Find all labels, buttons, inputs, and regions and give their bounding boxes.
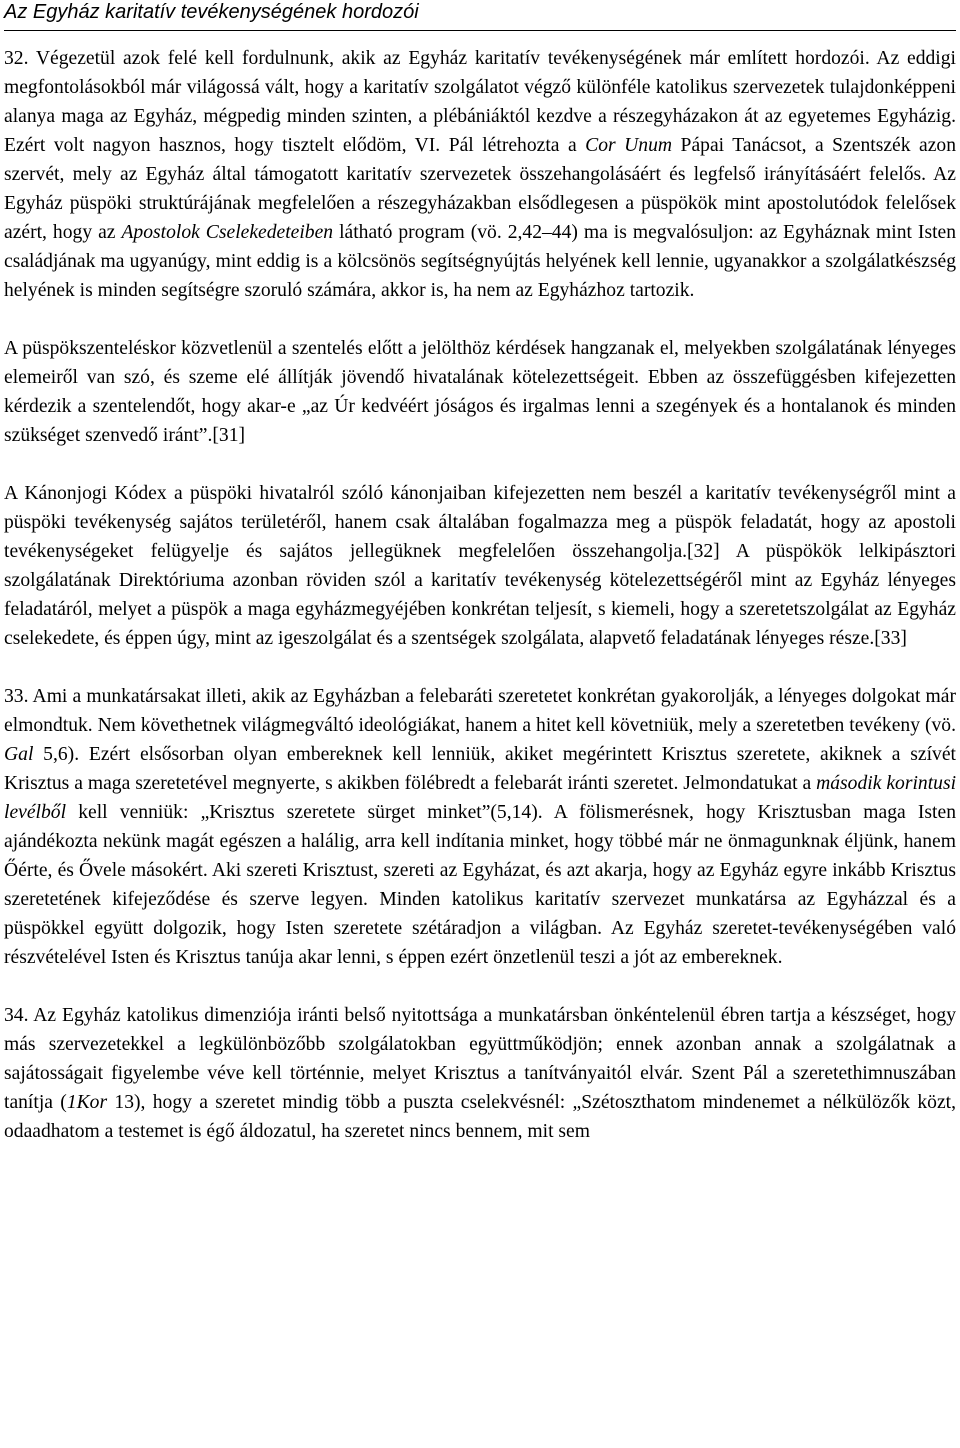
paragraph-33 <box>4 682 956 972</box>
paragraph-text: 13), hogy a szeretet mindig több a puszta cselekvésnél: „Szétoszthatom mindenemet a nélkülözők közt, odaadhatom a testemet is égő áldozatul, ha szeretet nincs bennem, mit sem <box>4 1092 957 1142</box>
paragraph-32 <box>4 44 956 305</box>
italic-text: Apostolok Cselekedeteiben <box>121 222 334 243</box>
italic-text: Gal <box>4 744 34 765</box>
paragraph-text: 34. Az Egyház katolikus dimenziója iránti belső nyitottsága a munkatársban önkéntelenül ébren tartja a készséget, hogy más szervezetekkel a legkülönbözőbb szolgálatokban együttműködjön; ennek azonban annak a szolgálatnak a sajátosságait figyelembe véve kell történnie, melyet Krisztus a tanítványaitól elvár. Szent Pál a szeretethimnuszában tanítja ( <box>4 1005 956 1113</box>
document-body <box>4 44 956 1175</box>
paragraph-text: Pápai Tanácsot, a Szentszék azon szervét, mely az Egyház által támogatott karitatív szervezetek összehangolásáért és legfelső irányításáért felelős. Az Egyház püspöki struktúrájának megfelelően a részegyházakban elsődlegesen a püspökök mint apostolutódok felelősek azért, hogy az <box>4 135 956 243</box>
paragraph-text: kell venniük: „Krisztus szeretete sürget minket”(5,14). A fölismerésnek, hogy Krisztusban maga Isten ajándékozta nekünk magát egészen a halálig, arra kell indítania minket, hogy többé már ne önmagunknak éljünk, hanem Őérte, és Ővele másokért. Aki szereti Krisztust, szereti az Egyházat, és azt akarja, hogy az Egyház egyre inkább Krisztus szeretetének kifejeződése és szerve legyen. Minden katolikus karitatív szervezet munkatársa az Egyházzal és a püspökkel együtt dolgozik, hogy Isten szeretete szétáradjon a világban. Az Egyház szeretet-tevékenységében való részvételével Isten és Krisztus tanúja akar lenni, s éppen ezért önzetlenül teszi a jót az embereknek. <box>4 802 956 968</box>
paragraph-text: 32. Végezetül azok felé kell fordulnunk, akik az Egyház karitatív tevékenységének már említett hordozói. Az eddigi megfontolásokból már világossá vált, hogy a karitatív szolgálatot végző különféle katolikus szervezetek tulajdonképpeni alanya maga az Egyház, mégpedig minden szinten, a plébániáktól kezdve a részegyházakon át az egyetemes Egyházig. Ezért volt nagyon hasznos, hogy tisztelt elődöm, VI. Pál létrehozta a <box>4 48 956 156</box>
paragraph-text: 33. Ami a munkatársakat illeti, akik az Egyházban a felebaráti szeretetet konkrétan gyakorolják, a lényeges dolgokat már elmondtuk. Nem követhetnek világmegváltó ideológiákat, hanem a hitet kell követniük, mely a szeretetben tevékeny (vö. <box>4 686 956 736</box>
page-header-title: Az Egyház karitatív tevékenységének hordozói <box>4 1 419 23</box>
paragraph-text: látható program (vö. 2,42–44) ma is megvalósuljon: az Egyháznak mint Isten családjának ma ugyanúgy, mint eddig is a kölcsönös segítségnyújtás helyének kell lennie, ugyanakkor a szolgálatkészség helyének is minden segítségre szoruló számára, akkor is, ha nem az Egyházhoz tartozik. <box>4 222 957 301</box>
italic-text: második korintusi levélből <box>4 773 957 823</box>
paragraph-text: 5,6). Ezért elsősorban olyan embereknek kell lenniük, akiket megérintett Krisztus szeretete, akiknek a szívét Krisztus a maga szeretetével megnyerte, s akikben fölébredt a felebarát iránti szeretet. Jelmondatukat a <box>4 744 956 794</box>
paragraph-canon-law: A Kánonjogi Kódex a püspöki hivatalról szóló kánonjaiban kifejezetten nem beszél a karitatív tevékenységről mint a püspöki tevékenység sajátos területéről, hanem csak általában fogalmazza meg a püspök feladatát, hogy az apostoli tevékenységeket felügyelje és sajátos jellegüknek megfelelően összehangolja.[32] A püspökök lelkipásztori szolgálatának Direktóriuma azonban röviden szól a karitatív tevékenység kötelezettségéről mint az Egyház lényeges feladatáról, melyet a püspök a maga egyházmegyéjében konkrétan teljesít, s kiemeli, hogy a szeretetszolgálat az Egyház cselekedete, és éppen úgy, mint az igeszolgálat és a szentségek szolgálata, alapvető feladatának lényeges része.[33] <box>4 483 956 649</box>
italic-text: Cor Unum <box>585 135 673 156</box>
paragraph-bishop-ordination: A püspökszenteléskor közvetlenül a szentelés előtt a jelölthöz kérdések hangzanak el, melyekben szolgálatának lényeges elemeiről van szó, és szeme elé állítják jövendő hivatalának kötelezettségeit. Ebben az összefüggésben kifejezetten kérdezik a szentelendőt, hogy akar-e „az Úr kedvéért jóságos és irgalmas lenni a szegények és a hontalanok és minden szükséget szenvedő iránt”.[31] <box>4 338 956 446</box>
paragraph-34 <box>4 1001 956 1146</box>
italic-text: 1Kor <box>66 1092 108 1113</box>
header-divider <box>4 30 956 31</box>
